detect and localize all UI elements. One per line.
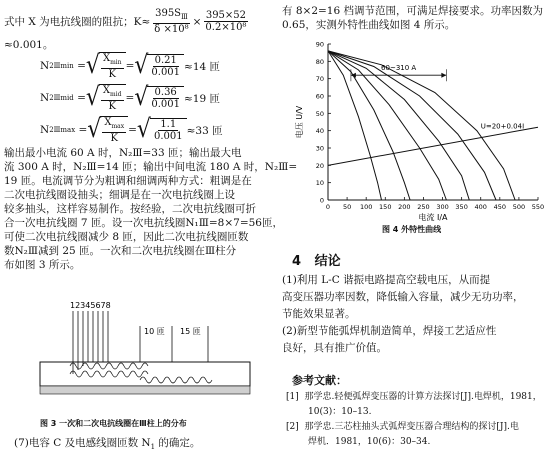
load-line — [328, 127, 538, 165]
eq2-num: X — [102, 85, 111, 96]
y-tick-label: 50 — [315, 109, 324, 118]
k-frac1-num-sub: Ⅲ — [181, 13, 188, 21]
conclusion-line: 良好，具有推广价值。 — [282, 342, 387, 354]
y-tick-label: 20 — [315, 161, 324, 170]
fig3-tap-leads — [73, 311, 208, 374]
eq3-sqrt-1: √ $\frac{X_{max}}{K}$ — [87, 116, 128, 144]
y-tick-label: 30 — [315, 144, 324, 153]
range-annotation: 60~310 A — [381, 64, 417, 73]
chart-layer — [294, 41, 544, 223]
k-frac1-den: δ ×10⁸ — [154, 24, 189, 35]
para-line: 19 匝。电流调节分为粗调和细调两种方式：粗调是在 — [4, 175, 252, 187]
para-line: 二次电抗线圈设抽头；细调是在一次电抗线圈上设 — [4, 189, 235, 201]
right-top-text — [282, 4, 552, 32]
x-tick-label: 200 — [398, 203, 411, 211]
references-title: 参考文献： — [292, 374, 347, 387]
section-number: 4 — [292, 254, 302, 269]
conclusion-line: 高变压器功率因数，降低输入容量，减少无功功率， — [282, 291, 524, 303]
bottom-line-text: (7)电容 C 及电感线圈匝数 N — [14, 437, 151, 449]
eq1-den: K — [108, 69, 116, 80]
eq2-result: ≈19 匝 — [183, 92, 220, 105]
eq2-lhs: N — [40, 92, 50, 104]
y-tick-label: 70 — [315, 75, 324, 84]
y-tick-label: 90 — [315, 40, 324, 49]
references-list — [286, 390, 552, 450]
equation-mid: N 2Ⅲmid = √ $\frac{X_{mid}}{K}$ = √ $\frac{0.36}{0.001}$ ≈19 匝 — [40, 83, 220, 112]
fig3-yoke — [40, 386, 250, 394]
eq1-sqrt-2: √ $\frac{0.21}{0.001}$ — [134, 54, 184, 78]
eq1-num-sub: min — [110, 59, 122, 66]
load-line-label: U=20+0.04I — [480, 122, 525, 131]
eq2-num-sub: mid — [110, 91, 122, 98]
k-frac2-den: 0.2×10⁸ — [205, 22, 247, 33]
para-line: 可使二次电抗线圈减少 8 匝，因此二次电抗线圈匝数 — [4, 231, 249, 243]
figure-3-caption: 图 3 一次和二次电抗线圈在Ⅲ柱上的分布 — [40, 419, 187, 428]
reference-item — [286, 420, 552, 435]
k-frac1-num: 395S — [155, 8, 182, 19]
figure-4-chart — [282, 34, 552, 224]
fig3-label-15-turns: 15 匝 — [180, 327, 201, 336]
characteristic-curve — [328, 51, 382, 200]
eq3-num: X — [104, 117, 112, 128]
figure-4-caption: 图 4 外特性曲线 — [382, 225, 442, 234]
eq2-den2: 0.001 — [151, 99, 180, 110]
para-line: 输出最小电流 60 A 时，N₂Ⅲ=33 匝；输出最大电 — [4, 147, 242, 159]
x-axis-label: 电流 I/A — [418, 213, 448, 222]
x-tick-label: 50 — [342, 203, 352, 211]
eq2-den: K — [108, 101, 116, 112]
k-fraction-2 — [203, 10, 248, 33]
eq1-lhs: N — [40, 60, 50, 72]
fig3-tap-numbers: 12345678 — [70, 301, 111, 310]
range-arrow-head-right — [441, 73, 446, 78]
conclusion-line: (1)利用 L-C 谐振电路提高空载电压，从而提 — [282, 274, 491, 286]
eq2-sqrt-1: √ $\frac{X_{mid}}{K}$ — [86, 84, 126, 112]
eq3-result: ≈33 匝 — [186, 124, 223, 137]
para-line: 数N₂Ⅲ减到 25 匝。一次和二次电抗线圈在Ⅲ柱分 — [4, 245, 237, 257]
y-tick-label: 10 — [315, 179, 324, 188]
section-heading — [292, 250, 341, 269]
para-line: 较多抽头，这样容易制作。按经验，二次电抗线圈可折 — [4, 203, 256, 215]
eq3-sqrt-2: √ $\frac{1.1}{0.001}$ — [137, 118, 187, 142]
conclusion-line: 节能效果显著。 — [282, 308, 356, 320]
eq1-sqrt-1: √ $\frac{X_{min}}{K}$ — [86, 52, 126, 80]
eq1-num: X — [102, 53, 111, 64]
x-tick-label: 350 — [455, 203, 468, 211]
eq3-lhs: N — [40, 124, 50, 136]
x-tick-label: 300 — [436, 203, 449, 211]
y-tick-label: 80 — [315, 57, 324, 66]
intro-text: 式中 X 为电抗线圈的阻抗；K≈ — [4, 15, 151, 28]
k-formula-line — [4, 8, 250, 35]
x-tick-label: 400 — [474, 203, 487, 211]
x-tick-label: 450 — [493, 203, 507, 211]
reference-item-cont: 焊机．1981，10(6)：30–34. — [308, 437, 431, 447]
x-tick-label: 550 — [531, 203, 545, 211]
section-title: 结论 — [314, 254, 341, 269]
eq3-lhs-sub: 2Ⅲmax — [49, 126, 76, 134]
conclusion-line: (2)新型节能弧焊机制造简单，焊接工艺适应性 — [282, 325, 497, 337]
eq1-num2: 0.21 — [154, 55, 177, 66]
characteristic-curve — [328, 51, 446, 200]
x-tick-label: 150 — [379, 203, 392, 211]
fig3-label-10-turns: 10 匝 — [144, 327, 165, 336]
eq3-den: K — [110, 133, 118, 144]
y-tick-label: 40 — [315, 127, 324, 136]
y-tick-label: 0 — [319, 196, 324, 205]
k-times: × — [192, 15, 202, 28]
para-line: 流 300 A 时，N₂Ⅲ=14 匝；输出中间电流 180 A 时，N₂Ⅲ= — [4, 161, 298, 173]
y-tick-label: 60 — [315, 92, 324, 101]
x-tick-label: 100 — [359, 203, 373, 211]
right-top-line: 有 8×2=16 档调节范围，可满足焊接要求。功率因数为 — [282, 5, 543, 17]
x-tick-label: 0 — [325, 203, 331, 211]
bottom-line — [14, 436, 200, 454]
eq1-lhs-sub: 2Ⅲmin — [49, 62, 74, 70]
conclusion-text — [282, 272, 552, 357]
x-tick-label: 500 — [512, 203, 526, 211]
fig3-primary-winding — [70, 363, 148, 377]
bottom-line-end: 的确定。 — [155, 437, 201, 449]
reference-line1: 那学忠.轻便弧焊变压器的计算方法探讨[J].电焊机，1981， — [304, 392, 542, 402]
reference-num: [2] — [286, 422, 299, 432]
y-axis-label: 电压 U/V — [295, 105, 304, 139]
para-line: 合一次电抗线圈 7 匝。设一次电抗线圈N₁Ⅲ=8×7=56匝， — [4, 217, 283, 229]
eq2-lhs-sub: 2Ⅲmid — [49, 94, 74, 102]
reference-item — [286, 390, 552, 405]
body-paragraph — [4, 146, 298, 272]
k-result: ≈0.001。 — [4, 39, 54, 51]
eq3-num-sub: max — [111, 123, 125, 130]
fig3-core-limb — [40, 362, 250, 386]
equation-max: N 2Ⅲmax = √ $\frac{X_{max}}{K}$ = √ $\frac{1.1}{0.001}$ ≈33 匝 — [40, 115, 223, 144]
equation-min: N 2Ⅲmin = √ $\frac{X_{min}}{K}$ = √ $\frac{0.21}{0.001}$ ≈14 匝 — [40, 51, 221, 80]
figure-3-coil-diagram — [10, 296, 260, 414]
eq1-den2: 0.001 — [151, 67, 181, 78]
k-fraction-1 — [152, 8, 190, 35]
bottom-line-sub: 1 — [150, 443, 156, 452]
k-frac2-num: 395×52 — [205, 10, 247, 21]
eq3-den2: 0.001 — [153, 131, 183, 142]
eq2-sqrt-2: √ $\frac{0.36}{0.001}$ — [134, 86, 184, 110]
fig3-secondary-winding — [140, 377, 212, 383]
reference-num: [1] — [286, 392, 299, 402]
eq1-result: ≈14 匝 — [184, 60, 221, 73]
right-top-line: 0.65，实测外特性曲线如图 4 所示。 — [282, 19, 456, 31]
x-tick-label: 250 — [417, 203, 430, 211]
reference-item-cont: 10(3)：10–13. — [308, 407, 372, 417]
eq3-num2: 1.1 — [160, 119, 177, 130]
eq2-num2: 0.36 — [154, 87, 177, 98]
para-line: 布如图 3 所示。 — [4, 259, 81, 271]
reference-line1: 那学忠.三芯柱抽头式弧焊变压器合理结构的探讨[J].电 — [304, 422, 519, 432]
